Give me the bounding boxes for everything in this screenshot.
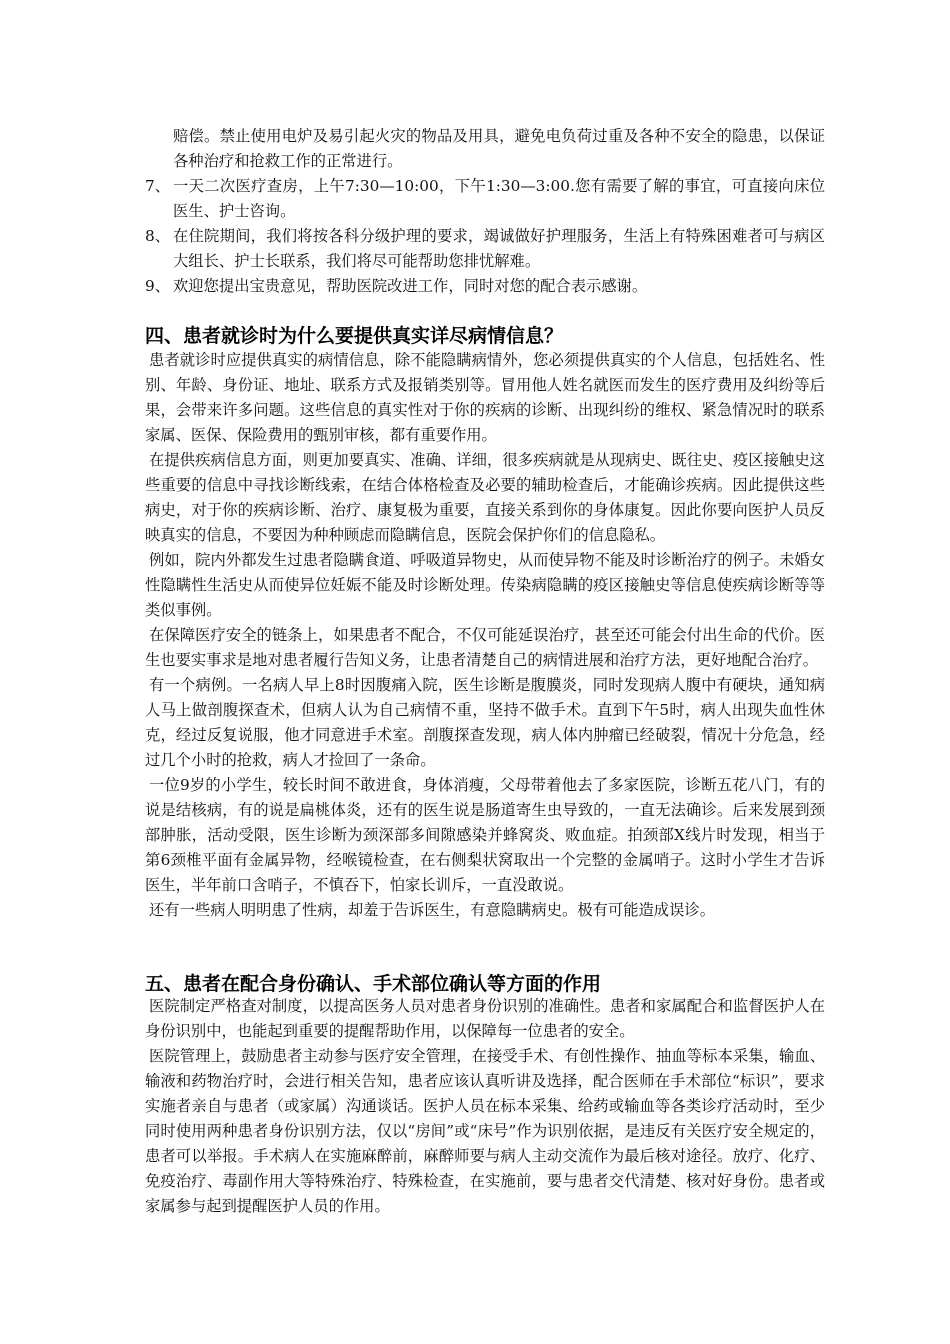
section-4-paragraph: 一位9岁的小学生，较长时间不敢进食，身体消瘦，父母带着他去了多家医院，诊断五花八门，有的说是结核病，有的说是扁桃体炎，还有的医生说是肠道寄生虫导致的，一直无法确诊。后来发展到颈部肿胀，活动受限，医生诊断为颈深部多间隙感染并蜂窝炎、败血症。拍颈部X线片时发现，相当于第6颈椎平面有金属异物，经喉镜检查，在右侧梨状窝取出一个完整的金属哨子。这时小学生才告诉医生，半年前口含哨子，不慎吞下，怕家长训斥，一直没敢说。: [145, 776, 825, 894]
section-4-paragraph: 有一个病例。一名病人早上8时因腹痛入院，医生诊断是腹膜炎，同时发现病人腹中有硬块，通知病人马上做剖腹探查术，但病人认为自己病情不重，坚持不做手术。直到下午5时，病人出现失血性休克，经过反复说服，他才同意进手术室。剖腹探查发现，病人体内肿瘤已经破裂，情况十分危急，经过几个小时的抢救，病人才捡回了一条命。: [145, 676, 825, 769]
list-item-number: 7、: [145, 177, 171, 195]
list-item-text: 欢迎您提出宝贵意见，帮助医院改进工作，同时对您的配合表示感谢。: [173, 277, 648, 295]
section-4-paragraph: 例如，院内外都发生过患者隐瞒食道、呼吸道异物史，从而使异物不能及时诊断治疗的例子。未婚女性隐瞒性生活史从而使异位妊娠不能及时诊断处理。传染病隐瞒的疫区接触史等信息使疾病诊断等等类似事例。: [145, 551, 825, 619]
list-item-7: [145, 174, 825, 224]
section-4-paragraph: 还有一些病人明明患了性病，却羞于告诉医生，有意隐瞒病史。极有可能造成误诊。: [149, 901, 715, 919]
list-item-continuation: 赔偿。禁止使用电炉及易引起火灾的物品及用具，避免电负荷过重及各种不安全的隐患，以保证各种治疗和抢救工作的正常进行。: [173, 127, 825, 170]
section-5-heading: 五、患者在配合身份确认、手术部位确认等方面的作用: [145, 973, 602, 995]
section-4-heading: 四、患者就诊时为什么要提供真实详尽病情信息？: [145, 325, 564, 347]
section-5-paragraph: 医院管理上，鼓励患者主动参与医疗安全管理，在接受手术、有创性操作、抽血等标本采集，输血、输液和药物治疗时，会进行相关告知，患者应该认真听讲及选择，配合医师在手术部位“标识”，要求实施者亲自与患者（或家属）沟通谈话。医护人员在标本采集、给药或输血等各类诊疗活动时，至少同时使用两种患者身份识别方法，仅以“房间”或“床号”作为识别依据，是违反有关医疗安全规定的，患者可以举报。手术病人在实施麻醉前，麻醉师要与病人主动交流作为最后核对途径。放疗、化疗、免疫治疗、毒副作用大等特殊治疗、特殊检查，在实施前，要与患者交代清楚、核对好身份。患者或家属参与起到提醒医护人员的作用。: [145, 1047, 825, 1215]
list-item-number: 9、: [145, 277, 171, 295]
list-item-number: 8、: [145, 227, 171, 245]
section-4-body: [145, 348, 825, 923]
list-item-8: [145, 224, 825, 274]
section-4-paragraph: 患者就诊时应提供真实的病情信息，除不能隐瞒病情外，您必须提供真实的个人信息，包括姓名、性别、年龄、身份证、地址、联系方式及报销类别等。冒用他人姓名就医而发生的医疗费用及纠纷等后果，会带来许多问题。这些信息的真实性对于你的疾病的诊断、出现纠纷的维权、紧急情况时的联系家属、医保、保险费用的甄别审核，都有重要作用。: [145, 351, 825, 444]
section-4-paragraph: 在提供疾病信息方面，则更加要真实、准确、详细，很多疾病就是从现病史、既往史、疫区接触史这些重要的信息中寻找诊断线索，在结合体格检查及必要的辅助检查后，才能确诊疾病。因此提供这些病史，对于你的疾病诊断、治疗、康复极为重要，直接关系到你的身体康复。因此你要向医护人员反映真实的信息，不要因为种种顾虑而隐瞒信息，医院会保护你们的信息隐私。: [145, 451, 825, 544]
section-5-paragraph: 医院制定严格查对制度，以提高医务人员对患者身份识别的准确性。患者和家属配合和监督医护人在身份识别中，也能起到重要的提醒帮助作用，以保障每一位患者的安全。: [145, 997, 825, 1040]
numbered-list: [145, 124, 825, 299]
list-item-text: 一天二次医疗查房，上午7:30—10:00，下午1:30—3:00.您有需要了解的事宜，可直接向床位医生、护士咨询。: [173, 177, 825, 220]
list-item-9: [145, 274, 825, 299]
section-4-paragraph: 在保障医疗安全的链条上，如果患者不配合，不仅可能延误治疗，甚至还可能会付出生命的代价。医生也要实事求是地对患者履行告知义务，让患者清楚自己的病情进展和治疗方法，更好地配合治疗。: [145, 626, 825, 669]
section-5-body: [145, 994, 825, 1219]
list-item-text: 在住院期间，我们将按各科分级护理的要求，竭诚做好护理服务，生活上有特殊困难者可与病区大组长、护士长联系，我们将尽可能帮助您排忧解难。: [173, 227, 825, 270]
